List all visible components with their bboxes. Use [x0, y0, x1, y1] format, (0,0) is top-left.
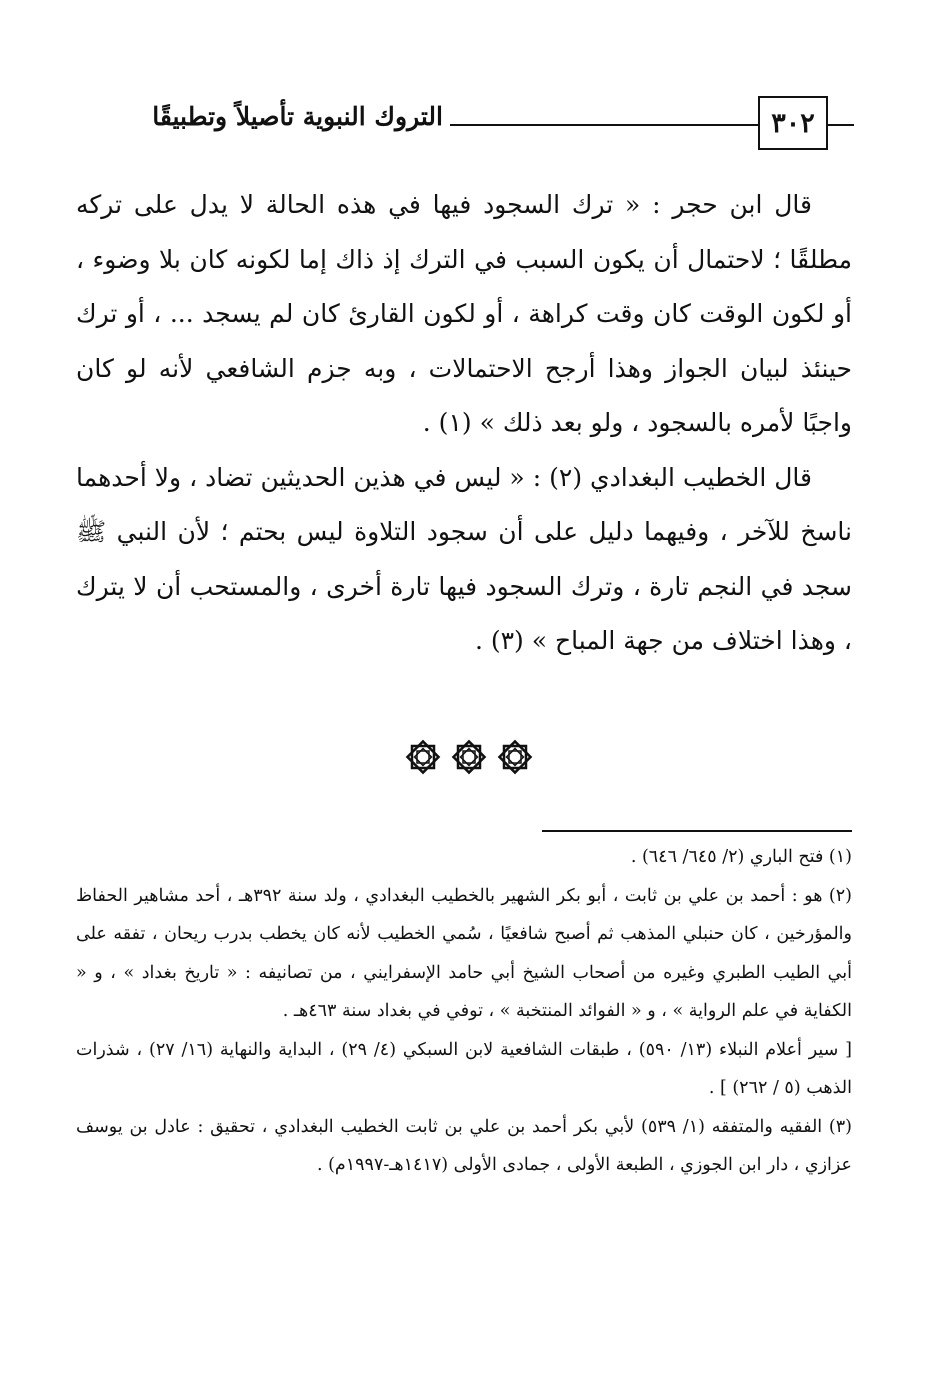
footnote-3: (٣) الفقيه والمتفقه (١/ ٥٣٩) لأبي بكر أحمد بن علي بن ثابت الخطيب البغدادي ، تحقيق : عادل بن يوسف عزازي ، دار ابن الجوزي ، الطبعة الأولى ، جمادى الأولى (١٤١٧هـ-١٩٩٧م) .	[76, 1116, 852, 1175]
paragraph-text: قال ابن حجر : « ترك السجود فيها في هذه الحالة لا يدل على تركه مطلقًا ؛ لاحتمال أن يكون السبب في الترك إذ ذاك إما لكونه كان بلا وضوء ، أو لكون الوقت كان وقت كراهة ، أو لكون القارئ كان لم يسجد ... ، أو ترك حينئذ لبيان الجواز وهذا أرجح الاحتمالات ، وبه جزم الشافعي لأنه لو كان واجبًا لأمره بالسجود ، ولو بعد ذلك » (١) .	[76, 190, 852, 437]
star-ornament-icon	[495, 738, 535, 776]
paragraph-ibn-hajar	[76, 178, 852, 451]
footnote-divider	[542, 830, 852, 832]
page-number: ٣٠٢	[758, 96, 828, 150]
header-rule	[450, 124, 758, 126]
book-title: التروك النبوية تأصيلاً وتطبيقًا	[152, 102, 443, 131]
footnotes	[76, 838, 852, 1185]
footnote-2: (٢) هو : أحمد بن علي بن ثابت ، أبو بكر الشهير بالخطيب البغدادي ، ولد سنة ٣٩٢هـ ، أحد مشاهير الحفاظ والمؤرخين ، كان حنبلي المذهب ثم أصبح شافعيًا ، سُمي الخطيب لأنه كان يخطب بدرب ريحان ، تفقه على أبي الطيب الطبري وغيره من أصحاب الشيخ أبي حامد الإسفرايني ، من تصانيفه : « تاريخ بغداد » ، و « الكفاية في علم الرواية » ، و « الفوائد المنتخبة » ، توفي في بغداد سنة ٤٦٣هـ .	[76, 885, 852, 1021]
footnote-1: (١) فتح الباري (٢/ ٦٤٥/ ٦٤٦) .	[630, 847, 852, 867]
running-header	[78, 96, 854, 156]
star-ornament-icon	[449, 738, 489, 776]
paragraph-text: قال الخطيب البغدادي (٢) : « ليس في هذين الحديثين تضاد ، ولا أحدهما ناسخ للآخر ، وفيهما دليل على أن سجود التلاوة ليس بحتم ؛ لأن النبي ﷺ سجد في النجم تارة ، وترك السجود فيها تارة أخرى ، والمستحب أن لا يترك ، وهذا اختلاف من جهة المباح » (٣) .	[76, 462, 852, 655]
star-ornament-icon	[403, 738, 443, 776]
header-rule-right	[828, 124, 854, 126]
footnote-2-sources: [ سير أعلام النبلاء (١٣/ ٥٩٠) ، طبقات الشافعية لابن السبكي (٤/ ٢٩) ، البداية والنهاية (١٦/ ٢٧) ، شذرات الذهب (٥ / ٢٦٢) ] .	[76, 1039, 852, 1098]
section-separator-ornament	[398, 738, 540, 776]
main-text	[76, 178, 852, 669]
paragraph-khatib	[76, 451, 852, 669]
